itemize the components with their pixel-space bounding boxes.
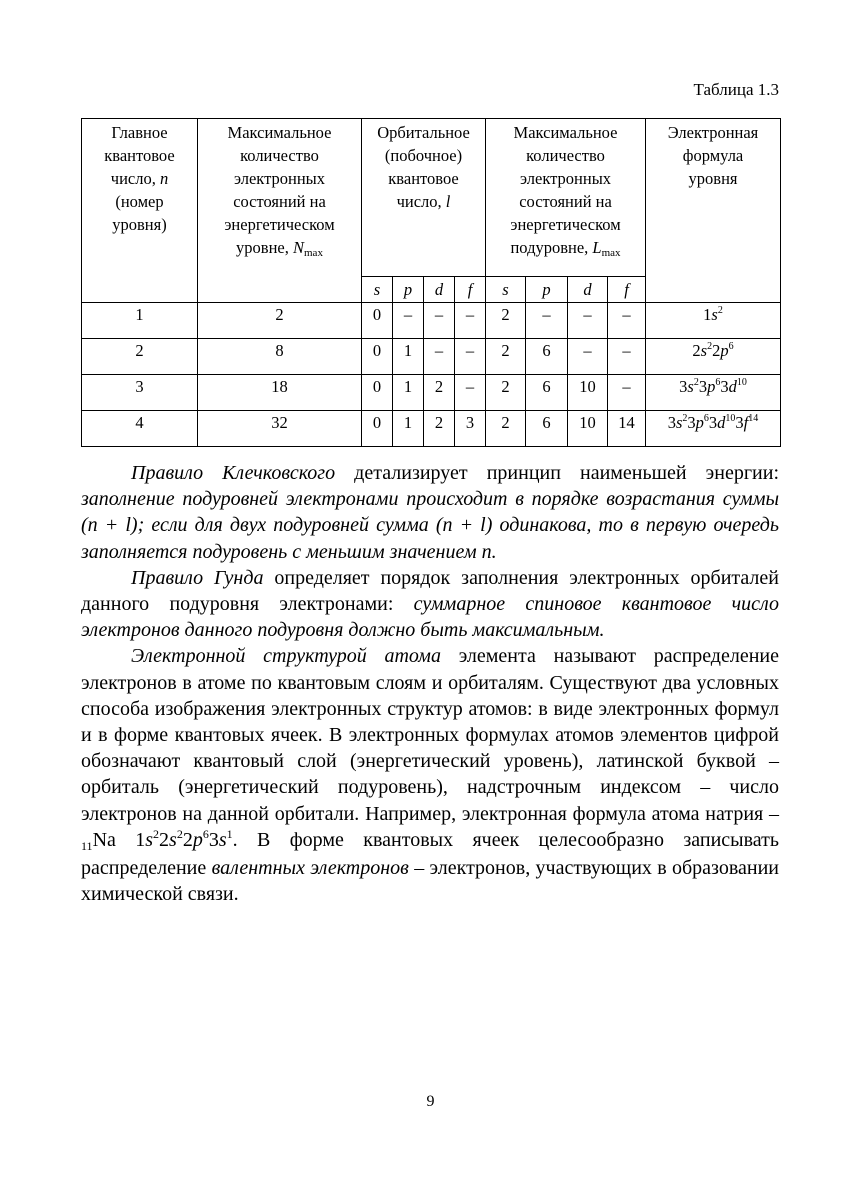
header-max-level-states: Максимальное количество электронных состояний на энергетическом уровне, Nmax (198, 119, 362, 303)
cell-lmax: – (608, 339, 646, 375)
table-row (82, 339, 781, 375)
cell-formula: $2s^22p^6$ (646, 339, 781, 375)
cell-n: 4 (82, 411, 198, 447)
header-electron-formula: Электронная формула уровня (646, 119, 781, 303)
sublevel-cell: d (568, 277, 608, 303)
quantum-levels-table (81, 118, 781, 447)
cell-lmax: 2 (486, 375, 526, 411)
cell-lmax: – (608, 375, 646, 411)
cell-l: – (455, 303, 486, 339)
sublevel-cell: f (455, 277, 486, 303)
cell-lmax: – (608, 303, 646, 339)
header-orbital-number: Орбитальное (побочное) квантовое число, l (362, 119, 486, 277)
body-text (81, 460, 779, 907)
cell-l: – (393, 303, 424, 339)
cell-lmax: – (526, 303, 568, 339)
cell-n: 3 (82, 375, 198, 411)
paragraph-hund: Правило Гунда определяет порядок заполнения электронных орбиталей данного подуровня электронами: суммарное спиновое квантовое число электронов данного подуровня должно быть максимальным. (81, 566, 779, 642)
paragraph-electron-structure: Электронной структурой атома элемента называют распределение электронов в атоме по квантовым слоям и орбиталям. Существуют два условных способа изображения электронных структур атомов: в виде электронных формул и в форме квантовых ячеек. В электронных формулах атомов элементов цифрой обозначают квантовый слой (энергетический уровень), латинской буквой – орбиталь (энергетический подуровень), надстрочным индексом – число электронов на данной орбитали. Например, электронная формула атома натрия – $_{11}$Na $1s^22s^22p^63s^1$. В форме квантовых ячеек целесообразно записывать распределение валентных электронов – электронов, участвующих в образовании химической связи. (81, 645, 780, 906)
table-header-row (82, 119, 781, 277)
cell-nmax: 8 (198, 339, 362, 375)
page-number: 9 (426, 1093, 435, 1110)
cell-n: 2 (82, 339, 198, 375)
cell-formula: $1s^2$ (646, 303, 781, 339)
table-caption: Таблица 1.3 (693, 80, 779, 99)
cell-l: 0 (362, 375, 393, 411)
cell-l: 0 (362, 339, 393, 375)
cell-l: 2 (424, 375, 455, 411)
cell-l: – (455, 339, 486, 375)
cell-nmax: 2 (198, 303, 362, 339)
sublevel-cell: p (393, 277, 424, 303)
cell-l: 1 (393, 339, 424, 375)
header-principal-number: Главное квантовое число, n (номер уровня) (82, 119, 198, 303)
table-row (82, 303, 781, 339)
cell-l: – (455, 375, 486, 411)
cell-l: 1 (393, 411, 424, 447)
cell-l: 0 (362, 303, 393, 339)
cell-n: 1 (82, 303, 198, 339)
cell-l: – (424, 339, 455, 375)
table-row (82, 375, 781, 411)
sublevel-cell: s (486, 277, 526, 303)
sublevel-cell: s (362, 277, 393, 303)
cell-lmax: 2 (486, 339, 526, 375)
cell-lmax: 6 (526, 411, 568, 447)
cell-nmax: 18 (198, 375, 362, 411)
cell-lmax: 10 (568, 375, 608, 411)
cell-lmax: 6 (526, 375, 568, 411)
cell-l: 2 (424, 411, 455, 447)
cell-nmax: 32 (198, 411, 362, 447)
cell-lmax: 14 (608, 411, 646, 447)
cell-l: – (424, 303, 455, 339)
paragraph-klechkovsky: Правило Клечковского детализирует принцип наименьшей энергии: заполнение подуровней электронами происходит в порядке возрастания суммы (n + l); если для двух подуровней сумма (n + l) одинакова, то в первую очередь заполняется подуровень с меньшим значением n. (81, 462, 780, 563)
table-row (82, 411, 781, 447)
cell-lmax: – (568, 303, 608, 339)
cell-l: 1 (393, 375, 424, 411)
sublevel-cell: f (608, 277, 646, 303)
cell-l: 0 (362, 411, 393, 447)
cell-lmax: 2 (486, 411, 526, 447)
cell-l: 3 (455, 411, 486, 447)
cell-lmax: – (568, 339, 608, 375)
sublevel-cell: p (526, 277, 568, 303)
cell-formula: $3s^23p^63d^{10}3f^{14}$ (646, 411, 781, 447)
cell-lmax: 2 (486, 303, 526, 339)
cell-formula: $3s^23p^63d^{10}$ (646, 375, 781, 411)
sublevel-cell: d (424, 277, 455, 303)
cell-lmax: 6 (526, 339, 568, 375)
header-max-sublevel-states: Максимальное количество электронных состояний на энергетическом подуровне, Lmax (486, 119, 646, 277)
cell-lmax: 10 (568, 411, 608, 447)
